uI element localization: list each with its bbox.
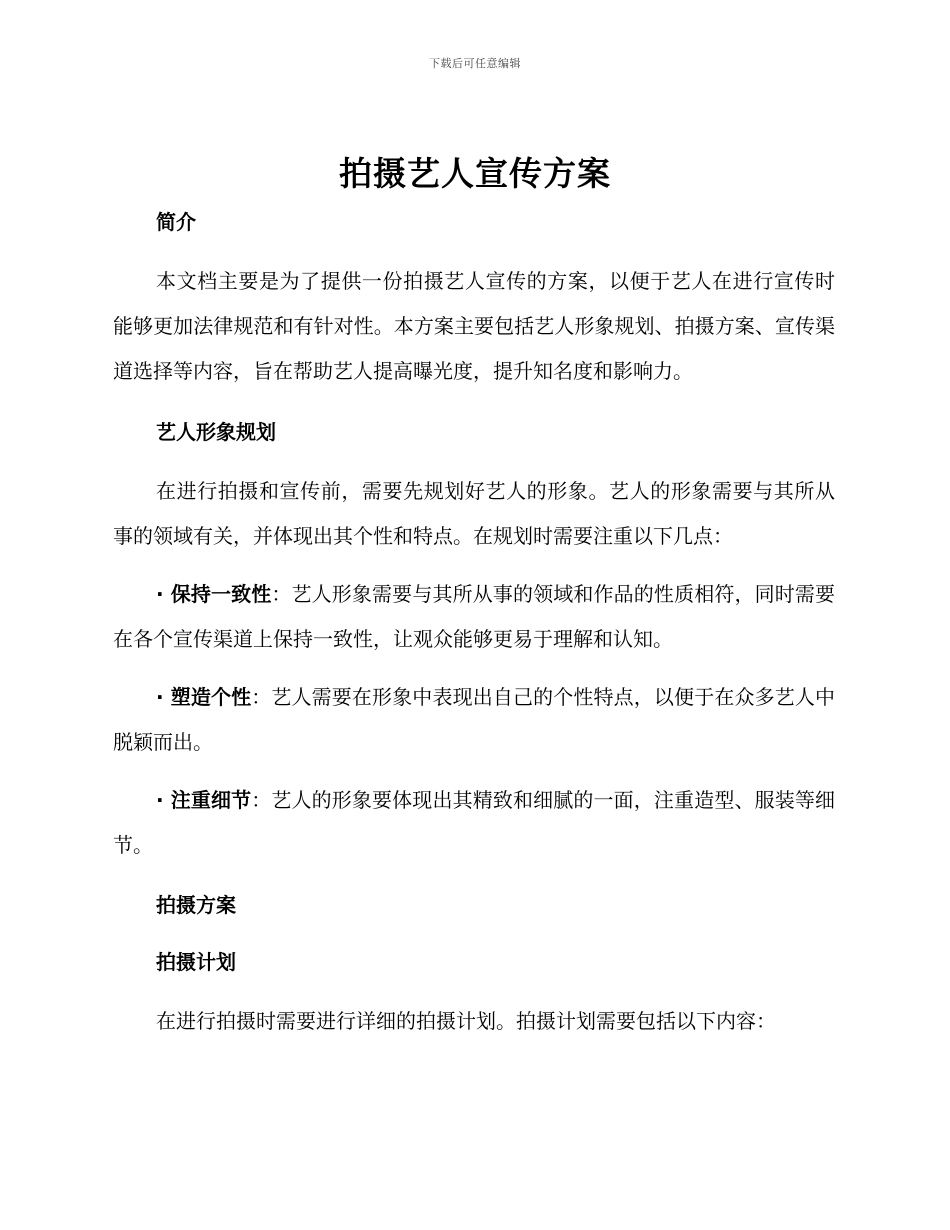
paragraph-intro: 本文档主要是为了提供一份拍摄艺人宣传的方案，以便于艺人在进行宣传时能够更加法律规范和有针对性。本方案主要包括艺人形象规划、拍摄方案、宣传渠道选择等内容，旨在帮助艺人提高曝光度，提升知名度和影响力。 bbox=[113, 269, 835, 383]
header-note: 下载后可任意编辑 bbox=[429, 57, 521, 70]
bullet-lead: · 塑造个性 bbox=[156, 685, 252, 709]
section-heading-shoot-plan: 拍摄方案 bbox=[156, 893, 236, 917]
bullet-item bbox=[113, 572, 835, 662]
document-body bbox=[113, 206, 835, 1044]
bullet-item bbox=[113, 675, 835, 765]
section-heading-intro: 简介 bbox=[156, 210, 196, 234]
bullet-item bbox=[113, 778, 835, 868]
bullet-text: ：艺人需要在形象中表现出自己的个性特点，以便于在众多艺人中脱颖而出。 bbox=[113, 685, 835, 754]
section-heading-artist-image: 艺人形象规划 bbox=[156, 420, 276, 444]
bullet-lead: · 注重细节 bbox=[156, 788, 252, 812]
bullet-text: ：艺人的形象要体现出其精致和细腻的一面，注重造型、服装等细节。 bbox=[113, 788, 835, 857]
bullet-text: ：艺人形象需要与其所从事的领域和作品的性质相符，同时需要在各个宣传渠道上保持一致性，让观众能够更易于理解和认知。 bbox=[113, 582, 836, 651]
paragraph-artist-image: 在进行拍摄和宣传前，需要先规划好艺人的形象。艺人的形象需要与其所从事的领域有关，并体现出其个性和特点。在规划时需要注重以下几点： bbox=[113, 479, 835, 548]
bullet-lead: · 保持一致性 bbox=[156, 582, 272, 606]
section-heading-shooting-schedule: 拍摄计划 bbox=[156, 950, 236, 974]
document-title: 拍摄艺人宣传方案 bbox=[339, 154, 611, 193]
paragraph-shooting-schedule: 在进行拍摄时需要进行详细的拍摄计划。拍摄计划需要包括以下内容： bbox=[156, 1009, 776, 1033]
